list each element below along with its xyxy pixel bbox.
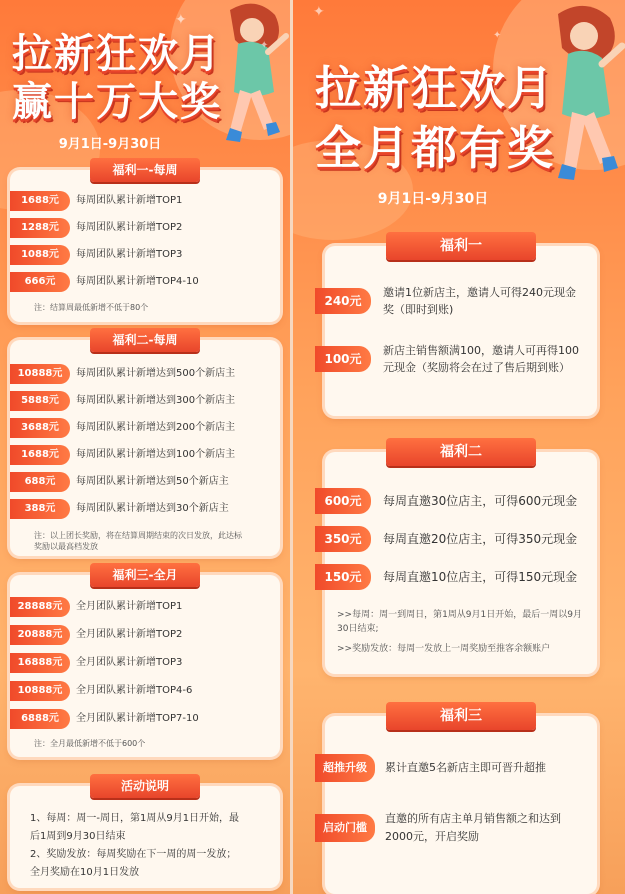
hero-title-line2: 赢十万大奖 — [12, 79, 222, 125]
reward-row — [315, 342, 605, 376]
reward-description: 每周直邀30位店主，可得600元现金 — [383, 494, 578, 508]
reward-description-line1: 直邀的所有店主单月销售额之和达到 — [385, 812, 561, 825]
reward-description: 每周团队累计新增TOP2 — [76, 222, 183, 233]
reward-description — [385, 759, 546, 777]
date-range: 9月1日-9月30日 — [58, 137, 162, 152]
left-poster — [0, 0, 290, 894]
reward-row — [315, 284, 605, 318]
reward-description: 每周团队累计新增TOP3 — [76, 249, 183, 260]
reward-amount: 启动门槛 — [315, 814, 375, 842]
section-tab: 福利二 — [386, 438, 536, 466]
hero-title — [315, 58, 555, 178]
reward-description: 每周团队累计新增达到100个新店主 — [76, 449, 236, 460]
section-note: 注：全月最低新增不低于600个 — [34, 739, 146, 748]
sparkle-icon: ✦ — [313, 4, 325, 20]
reward-description — [385, 810, 561, 846]
reward-row — [315, 810, 605, 846]
reward-description: 每周团队累计新增达到500个新店主 — [76, 368, 236, 379]
reward-description: 每周团队累计新增达到300个新店主 — [76, 395, 236, 406]
reward-amount: 100元 — [315, 346, 371, 372]
reward-amount: 1088元 — [10, 245, 70, 265]
sparkle-icon: ✦ — [260, 40, 269, 51]
reward-description: 每周团队累计新增TOP1 — [76, 195, 183, 206]
reward-row — [10, 418, 280, 438]
section-note — [337, 608, 592, 656]
reward-description: 每周团队累计新增TOP4-10 — [76, 276, 199, 287]
reward-amount: 16888元 — [10, 653, 70, 673]
sparkle-icon: ✦ — [493, 30, 502, 41]
section-tab: 福利二-每周 — [90, 328, 200, 352]
welfare-3-card — [325, 708, 597, 894]
reward-row — [10, 597, 280, 617]
section-tab: 活动说明 — [90, 774, 200, 798]
reward-description: 全月团队累计新增TOP4-6 — [76, 685, 193, 696]
activity-description-line: 1、每周：周一-周日，第1周从9月1日开始，最 — [30, 813, 240, 824]
welfare-1-card — [325, 238, 597, 416]
section-tab: 福利一 — [386, 232, 536, 260]
reward-description: 全月团队累计新增TOP3 — [76, 657, 183, 668]
reward-description: 全月团队累计新增TOP2 — [76, 629, 183, 640]
reward-description-line2: 元现金（奖励将会在过了售后期到账） — [383, 361, 570, 374]
reward-amount: 1288元 — [10, 218, 70, 238]
activity-description-text — [30, 810, 275, 882]
reward-amount: 1688元 — [10, 445, 70, 465]
reward-amount: 超推升级 — [315, 754, 375, 782]
date-range: 9月1日-9月30日 — [377, 191, 489, 207]
reward-description: 每周团队累计新增达到200个新店主 — [76, 422, 236, 433]
reward-row — [315, 754, 605, 782]
reward-description-line1: 新店主销售额满100，邀请人可再得100 — [383, 344, 579, 357]
reward-row — [315, 564, 605, 590]
section-note-line1: 注：以上团长奖励，将在结算周期结束的次日发放，此达标 — [34, 531, 242, 540]
section-tab: 福利三-全月 — [90, 563, 200, 587]
reward-amount: 10888元 — [10, 681, 70, 701]
section-note-line3: >>奖励发放：每周一发放上一周奖励至推客余额账户 — [337, 644, 551, 654]
section-note-line1: >>每周：周一到周日，第1周从9月1日开始，最后一周以9月 — [337, 610, 582, 620]
reward-description: 每周直邀10位店主，可得150元现金 — [383, 570, 578, 584]
activity-description-line: 全月奖励在10月1日发放 — [30, 867, 140, 878]
reward-description: 每周团队累计新增达到50个新店主 — [76, 476, 229, 487]
reward-row — [10, 191, 280, 211]
reward-description — [383, 284, 576, 318]
reward-row — [10, 499, 280, 519]
reward-amount: 688元 — [10, 472, 70, 492]
reward-description: 每周直邀20位店主，可得350元现金 — [383, 532, 578, 546]
section-note — [34, 530, 274, 552]
reward-amount: 28888元 — [10, 597, 70, 617]
reward-row — [10, 709, 280, 729]
reward-row — [10, 445, 280, 465]
reward-description: 每周团队累计新增达到30个新店主 — [76, 503, 229, 514]
reward-amount: 6888元 — [10, 709, 70, 729]
right-poster — [290, 0, 625, 894]
reward-amount: 5888元 — [10, 391, 70, 411]
reward-amount: 600元 — [315, 488, 371, 514]
reward-amount: 150元 — [315, 564, 371, 590]
reward-description: 全月团队累计新增TOP7-10 — [76, 713, 199, 724]
reward-row — [10, 218, 280, 238]
reward-amount: 350元 — [315, 526, 371, 552]
reward-row — [315, 488, 605, 514]
hero-title-line1: 拉新狂欢月 — [315, 61, 555, 115]
reward-description: 全月团队累计新增TOP1 — [76, 601, 183, 612]
section-tab: 福利一-每周 — [90, 158, 200, 182]
reward-description-line1: 累计直邀5名新店主即可晋升超推 — [385, 761, 546, 774]
reward-description-line2: 2000元，开启奖励 — [385, 830, 479, 843]
reward-row — [10, 364, 280, 384]
hero-title-line2: 全月都有奖 — [315, 121, 555, 175]
reward-description-line2: 奖（即时到账) — [383, 303, 454, 316]
reward-amount: 666元 — [10, 272, 70, 292]
reward-row — [10, 272, 280, 292]
reward-amount: 240元 — [315, 288, 371, 314]
reward-amount: 388元 — [10, 499, 70, 519]
reward-amount: 3688元 — [10, 418, 70, 438]
hero-title — [12, 30, 222, 126]
sparkle-icon: ✦ — [175, 12, 187, 28]
reward-amount: 1688元 — [10, 191, 70, 211]
section-tab: 福利三 — [386, 702, 536, 730]
reward-row — [10, 653, 280, 673]
reward-row — [10, 681, 280, 701]
reward-description — [383, 342, 579, 376]
reward-description-line1: 邀请1位新店主，邀请人可得240元现金 — [383, 286, 576, 299]
section-note-line2: 奖励以最高档发放 — [34, 542, 98, 551]
reward-row — [10, 391, 280, 411]
reward-row — [10, 245, 280, 265]
activity-description-line: 后1周到9月30日结束 — [30, 831, 126, 842]
section-note-line2: 30日结束; — [337, 624, 379, 634]
reward-amount: 20888元 — [10, 625, 70, 645]
reward-row — [10, 625, 280, 645]
reward-row — [315, 526, 605, 552]
reward-amount: 10888元 — [10, 364, 70, 384]
hero-title-line1: 拉新狂欢月 — [12, 31, 222, 77]
reward-row — [10, 472, 280, 492]
section-note: 注：结算周最低新增不低于80个 — [34, 303, 149, 312]
activity-description-line: 2、奖励发放：每周奖励在下一周的周一发放； — [30, 849, 237, 860]
